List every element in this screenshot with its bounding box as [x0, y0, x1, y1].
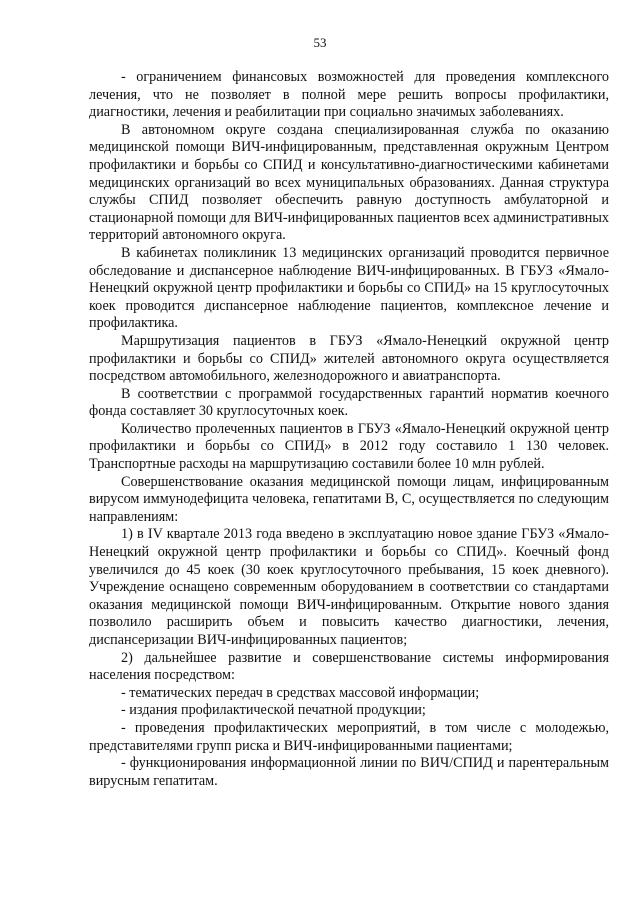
paragraph-treated-patients: Количество пролеченных пациентов в ГБУЗ «Ямало-Ненецкий окружной центр профилактики и борьбы со СПИД» в 2012 году составило 1 130 человек. Транспортные расходы на маршрутизацию составили более 10 млн рублей.: [89, 420, 609, 473]
paragraph-bed-norm: В соответствии с программой государственных гарантий норматив коечного фонда составляет 30 круглосуточных коек.: [89, 385, 609, 420]
bullet-tv-programs: - тематических передач в средствах массовой информации;: [121, 684, 480, 701]
paragraph-polyclinic-cabinets: В кабинетах поликлиник 13 медицинских организаций проводится первичное обследование и диспансерное наблюдение ВИЧ-инфицированных. В ГБУЗ «Ямало-Ненецкий окружной центр профилактики и борьбы со СПИД» на 15 круглосуточных коек проводится диспансерное наблюдение пациентов, комплексное лечение и профилактика.: [89, 244, 609, 332]
document-body: [89, 69, 609, 790]
list-item-new-building: 1) в IV квартале 2013 года введено в эксплуатацию новое здание ГБУЗ «Ямало-Ненецкий окружной центр профилактики и борьбы со СПИД». Коечный фонд увеличился до 45 коек (30 коек круглосуточного пребывания, 15 коек дневного). Учреждение оснащено современным оборудованием в соответствии со стандартами оказания медицинской помощи ВИЧ-инфицированным. Открытие нового здания позволило расширить объем и повысить качество диагностики, лечения, диспансеризации ВИЧ-инфицированных пациентов;: [89, 526, 609, 648]
bullet-printed-products: - издания профилактической печатной продукции;: [121, 702, 426, 719]
bullet-info-line: - функционирования информационной линии по ВИЧ/СПИД и парентеральным вирусным гепатитам.: [89, 755, 609, 789]
paragraph-specialized-service: В автономном округе создана специализированная служба по оказанию медицинской помощи ВИЧ-инфицированным, представленная окружным Центром профилактики и борьбы со СПИД и консультативно-диагностическими кабинетами медицинских организаций во всех муниципальных образованиях. Данная структура службы СПИД позволяет обеспечить равную доступность амбулаторной и стационарной помощи для ВИЧ-инфицированных пациентов всех административных территорий автономного округа.: [89, 121, 609, 244]
paragraph-patient-routing: Маршрутизация пациентов в ГБУЗ «Ямало-Ненецкий окружной центр профилактики и борьбы со СПИД» жителей автономного округа осуществляется посредством автомобильного, железнодорожного и авиатранспорта.: [89, 332, 609, 385]
list-item-information-system: 2) дальнейшее развитие и совершенствование системы информирования населения посредством:: [89, 649, 609, 684]
page-number: 53: [313, 35, 327, 50]
bullet-prevention-events: - проведения профилактических мероприятий, в том числе с молодежью, представителями групп риска и ВИЧ-инфицированными пациентами;: [89, 719, 609, 754]
paragraph-improvement-directions: Совершенствование оказания медицинской помощи лицам, инфицированным вирусом иммунодефицита человека, гепатитами В, С, осуществляется по следующим направлениям:: [89, 473, 609, 525]
paragraph-financial-limits: - ограничением финансовых возможностей для проведения комплексного лечения, что не позволяет в полной мере решить вопросы профилактики, диагностики, лечения и реабилитации при социально значимых заболеваниях.: [89, 69, 609, 121]
